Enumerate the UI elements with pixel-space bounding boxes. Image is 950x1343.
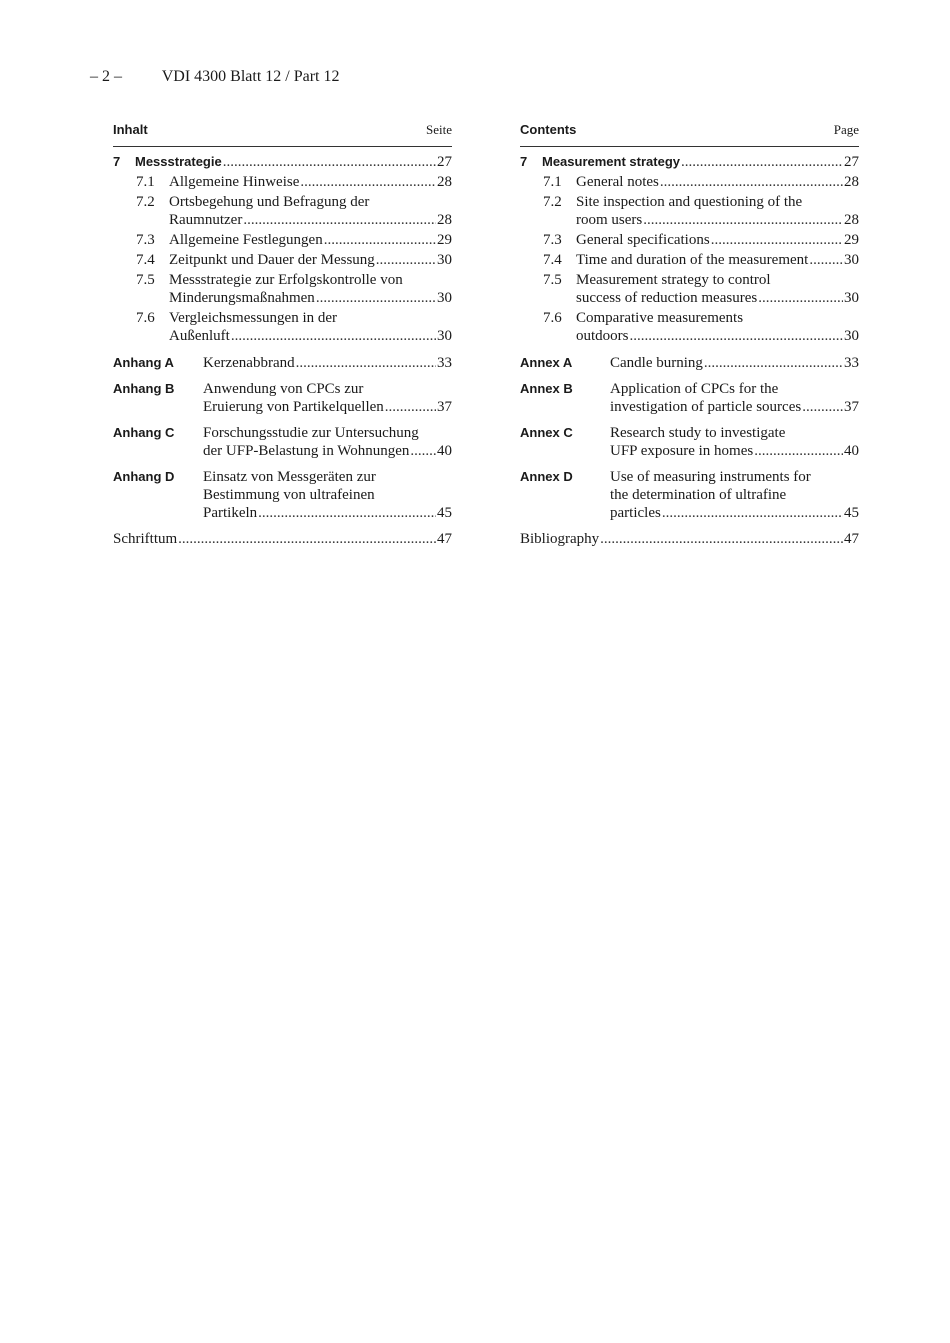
toc-german	[113, 122, 452, 548]
toc-line	[169, 231, 452, 249]
document-title: VDI 4300 Blatt 12 / Part 12	[161, 68, 340, 85]
toc-subsection[interactable]	[113, 271, 452, 307]
toc-line	[169, 289, 452, 307]
annex-body	[610, 424, 859, 460]
toc-line	[576, 211, 859, 229]
dot-leader	[758, 289, 843, 307]
toc-subsection[interactable]	[520, 193, 859, 229]
annex-body	[203, 354, 452, 372]
page-column-label: Page	[833, 122, 859, 137]
toc-entry-text: Research study to investigate	[610, 425, 786, 441]
toc-entry-text: Site inspection and questioning of the	[576, 194, 803, 210]
toc-subsection[interactable]	[113, 231, 452, 249]
dot-leader	[178, 530, 436, 548]
toc-bibliography[interactable]	[520, 530, 859, 548]
toc-subsection[interactable]	[113, 193, 452, 229]
subsection-body	[169, 251, 452, 269]
toc-entry-text: Measurement strategy to control	[576, 272, 771, 288]
toc-line	[576, 231, 859, 249]
annex-body	[610, 380, 859, 416]
toc-subsection[interactable]	[113, 173, 452, 191]
toc-page-number: 30	[844, 290, 859, 306]
toc-page-number: 30	[844, 252, 859, 268]
toc-page-number: 28	[844, 174, 859, 190]
subsection-number: 7.2	[543, 194, 562, 210]
toc-entry-text: Allgemeine Festlegungen	[169, 232, 323, 248]
dot-leader	[258, 504, 436, 522]
toc-entry-text: Time and duration of the measurement	[576, 252, 809, 268]
annex-label: Anhang D	[113, 469, 175, 484]
toc-entry-text: Bestimmung von ultrafeinen	[203, 487, 375, 503]
annex-label: Annex D	[520, 469, 573, 484]
toc-entry-text: der UFP-Belastung in Wohnungen	[203, 443, 410, 459]
toc-subsection[interactable]	[520, 173, 859, 191]
subsection-number: 7.1	[543, 174, 562, 190]
dot-leader	[802, 398, 843, 416]
toc-entry-text: Vergleichsmessungen in der	[169, 310, 338, 326]
toc-line	[610, 504, 859, 522]
page-column-label: Seite	[426, 122, 452, 137]
subsection-body	[576, 231, 859, 249]
bibliography-label: Schrifttum	[113, 531, 178, 547]
toc-entry-text: Forschungsstudie zur Untersuchung	[203, 425, 419, 441]
dot-leader	[704, 354, 843, 372]
dot-leader	[376, 251, 436, 269]
toc-title: Contents	[520, 122, 577, 137]
toc-page-number: 28	[437, 174, 452, 190]
toc-entry-text: Candle burning	[610, 355, 703, 371]
toc-line	[610, 398, 859, 416]
annex-body	[203, 424, 452, 460]
dot-leader	[231, 327, 436, 345]
subsection-number: 7.3	[543, 232, 562, 248]
page-number: – 2 –	[90, 68, 122, 85]
dot-leader	[600, 530, 843, 548]
annex-body	[610, 354, 859, 372]
dot-leader	[316, 289, 436, 307]
toc-entry-text: room users	[576, 212, 643, 228]
toc-annex[interactable]	[520, 380, 859, 416]
subsection-body	[576, 309, 859, 345]
section-body	[542, 153, 859, 171]
toc-page-number: 37	[844, 399, 859, 415]
toc-annex[interactable]	[113, 424, 452, 460]
annex-label: Anhang C	[113, 425, 175, 440]
subsection-number: 7.1	[136, 174, 155, 190]
toc-subsection[interactable]	[520, 271, 859, 307]
dot-leader	[643, 211, 843, 229]
subsection-body	[576, 173, 859, 191]
toc-page-number: 45	[437, 505, 452, 521]
toc-bibliography[interactable]	[113, 530, 452, 548]
toc-page-number: 47	[437, 531, 452, 547]
toc-english	[520, 122, 859, 548]
subsection-body	[576, 251, 859, 269]
annex-label: Annex B	[520, 381, 573, 396]
subsection-body	[576, 193, 859, 229]
annex-label: Annex C	[520, 425, 573, 440]
toc-line	[113, 530, 452, 548]
section-number: 7	[113, 154, 121, 169]
toc-line	[576, 173, 859, 191]
toc-page-number: 30	[844, 328, 859, 344]
toc-subsection[interactable]	[113, 309, 452, 345]
toc-line	[203, 398, 452, 416]
toc-annex[interactable]	[113, 468, 452, 522]
toc-page-number: 47	[844, 531, 859, 547]
subsection-body	[169, 193, 452, 229]
toc-page-number: 45	[844, 505, 859, 521]
subsection-number: 7.2	[136, 194, 155, 210]
dot-leader	[681, 153, 843, 171]
bibliography-body	[520, 530, 859, 548]
toc-page-number: 30	[437, 328, 452, 344]
toc-line	[520, 530, 859, 548]
toc-page-number: 27	[437, 154, 452, 170]
toc-annex[interactable]	[113, 354, 452, 372]
toc-page-number: 29	[844, 232, 859, 248]
toc-entry-text: UFP exposure in homes	[610, 443, 754, 459]
subsection-body	[169, 271, 452, 307]
toc-line	[203, 442, 452, 460]
subsection-number: 7.6	[136, 310, 155, 326]
toc-line	[203, 354, 452, 372]
dot-leader	[410, 442, 436, 460]
toc-line	[542, 153, 859, 171]
toc-entry-text: investigation of particle sources	[610, 399, 802, 415]
subsection-number: 7.4	[136, 252, 155, 268]
toc-page-number: 28	[437, 212, 452, 228]
toc-entry-text: success of reduction measures	[576, 290, 758, 306]
toc-line	[576, 289, 859, 307]
toc-heading	[113, 122, 452, 147]
toc-line	[610, 442, 859, 460]
toc-line	[610, 354, 859, 372]
dot-leader	[711, 231, 843, 249]
section-title: Measurement strategy	[542, 154, 680, 169]
toc-line	[135, 153, 452, 171]
toc-entry-text: Zeitpunkt und Dauer der Messung	[169, 252, 375, 268]
toc-entry-text: Eruierung von Partikelquellen	[203, 399, 384, 415]
toc-line	[169, 251, 452, 269]
toc-section[interactable]	[520, 153, 859, 171]
subsection-body	[169, 173, 452, 191]
section-body	[135, 153, 452, 171]
subsection-number: 7.5	[543, 272, 562, 288]
toc-entry-text: Ortsbegehung und Befragung der	[169, 194, 370, 210]
toc-entry-text: outdoors	[576, 328, 629, 344]
toc-title: Inhalt	[113, 122, 148, 137]
toc-page-number: 29	[437, 232, 452, 248]
toc-entry-text: Messstrategie zur Erfolgskontrolle von	[169, 272, 403, 288]
annex-label: Anhang B	[113, 381, 175, 396]
toc-annex[interactable]	[520, 424, 859, 460]
annex-label: Anhang A	[113, 355, 174, 370]
toc-page-number: 33	[844, 355, 859, 371]
toc-entry-text: Use of measuring instruments for	[610, 469, 811, 485]
toc-section[interactable]	[113, 153, 452, 171]
subsection-number: 7.3	[136, 232, 155, 248]
bibliography-label: Bibliography	[520, 531, 600, 547]
subsection-number: 7.4	[543, 252, 562, 268]
toc-page-number: 40	[437, 443, 452, 459]
subsection-body	[576, 271, 859, 307]
toc-line	[576, 327, 859, 345]
dot-leader	[296, 354, 436, 372]
toc-page-number: 27	[844, 154, 859, 170]
dot-leader	[300, 173, 436, 191]
dot-leader	[324, 231, 436, 249]
toc-subsection[interactable]	[520, 231, 859, 249]
bibliography-body	[113, 530, 452, 548]
subsection-number: 7.5	[136, 272, 155, 288]
toc-entry-text: Partikeln	[203, 505, 258, 521]
annex-body	[203, 468, 452, 522]
dot-leader	[660, 173, 843, 191]
subsection-body	[169, 309, 452, 345]
toc-subsection[interactable]	[520, 309, 859, 345]
toc-entry-text: General notes	[576, 174, 659, 190]
toc-entry-text: General specifications	[576, 232, 710, 248]
section-title: Messstrategie	[135, 154, 222, 169]
subsection-body	[169, 231, 452, 249]
toc-entry-text: Minderungsmaßnahmen	[169, 290, 315, 306]
toc-line	[169, 211, 452, 229]
annex-label: Annex A	[520, 355, 573, 370]
toc-page-number: 33	[437, 355, 452, 371]
dot-leader	[662, 504, 843, 522]
toc-heading	[520, 122, 859, 147]
toc-annex[interactable]	[520, 354, 859, 372]
toc-line	[169, 327, 452, 345]
annex-body	[203, 380, 452, 416]
toc-entry-text: Allgemeine Hinweise	[169, 174, 300, 190]
dot-leader	[385, 398, 436, 416]
dot-leader	[630, 327, 844, 345]
annex-body	[610, 468, 859, 522]
toc-subsection[interactable]	[113, 251, 452, 269]
toc-entry-text: Anwendung von CPCs zur	[203, 381, 364, 397]
toc-subsection[interactable]	[520, 251, 859, 269]
toc-page-number: 30	[437, 252, 452, 268]
toc-entry-text: Außenluft	[169, 328, 230, 344]
section-number: 7	[520, 154, 528, 169]
toc-entry-text: particles	[610, 505, 661, 521]
toc-line	[169, 173, 452, 191]
toc-page-number: 37	[437, 399, 452, 415]
toc-annex[interactable]	[113, 380, 452, 416]
toc-line	[203, 504, 452, 522]
dot-leader	[223, 153, 436, 171]
toc-entry-text: Comparative measurements	[576, 310, 744, 326]
dot-leader	[754, 442, 843, 460]
toc-page-number: 40	[844, 443, 859, 459]
dot-leader	[809, 251, 843, 269]
toc-entry-text: Kerzenabbrand	[203, 355, 295, 371]
toc-entry-text: the determination of ultrafine	[610, 487, 787, 503]
toc-entry-text: Raumnutzer	[169, 212, 243, 228]
toc-entry-text: Application of CPCs for the	[610, 381, 779, 397]
toc-line	[576, 251, 859, 269]
toc-page-number: 28	[844, 212, 859, 228]
toc-page-number: 30	[437, 290, 452, 306]
toc-annex[interactable]	[520, 468, 859, 522]
subsection-number: 7.6	[543, 310, 562, 326]
toc-entry-text: Einsatz von Messgeräten zur	[203, 469, 376, 485]
dot-leader	[243, 211, 436, 229]
page-header	[90, 68, 339, 86]
